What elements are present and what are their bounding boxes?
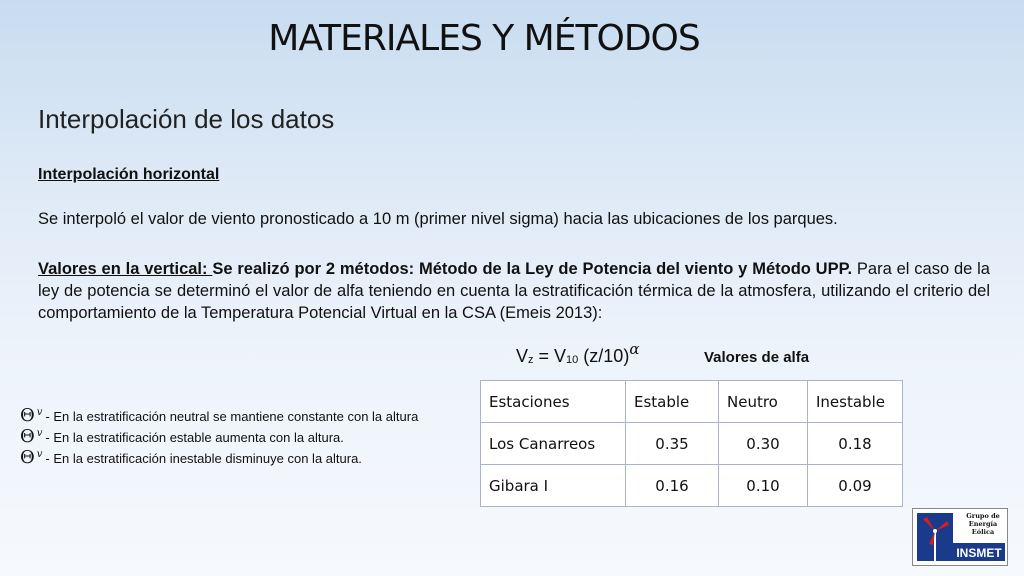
- theta-subscript: v: [36, 449, 43, 460]
- formula-equals: =: [533, 346, 555, 366]
- table-header-cell: Inestable: [808, 381, 903, 423]
- logo-caption-line2: Eólica: [971, 528, 995, 536]
- table-cell-value: 0.18: [808, 423, 903, 465]
- alfa-values-table: [480, 380, 903, 507]
- formula-10-subscript: 10: [566, 354, 579, 366]
- logo-caption-line1: Grupo de Energía: [966, 512, 1000, 528]
- formula-v10: V: [554, 346, 567, 366]
- table-row: [481, 423, 903, 465]
- theta-symbol: Θ: [20, 447, 35, 468]
- slide-title: MATERIALES Y MÉTODOS: [268, 18, 700, 59]
- theta-item-text: - En la estratificación neutral se mantiene constante con la altura: [45, 409, 419, 424]
- formula-alpha-exponent: α: [629, 340, 640, 358]
- horizontal-interpolation-heading: Interpolación horizontal: [38, 166, 220, 183]
- theta-item-unstable: [20, 447, 362, 468]
- table-cell-station: Gibara I: [481, 465, 626, 507]
- theta-subscript: v: [36, 407, 43, 418]
- theta-subscript: v: [36, 428, 43, 439]
- table-header-cell: Neutro: [719, 381, 808, 423]
- horizontal-interpolation-paragraph: Se interpoló el valor de viento pronosticado a 10 m (primer nivel sigma) hacia las ubicaciones de los parques.: [38, 210, 838, 228]
- insmet-logo: [912, 508, 1008, 566]
- table-cell-value: 0.30: [719, 423, 808, 465]
- vertical-values-paragraph: [38, 258, 990, 324]
- table-cell-value: 0.10: [719, 465, 808, 507]
- power-law-formula: [516, 340, 640, 367]
- formula-ratio: (z/10): [578, 346, 630, 366]
- logo-caption: [959, 512, 1007, 536]
- theta-item-neutral: [20, 405, 418, 426]
- alfa-values-label: Valores de alfa: [704, 349, 810, 366]
- table-cell-value: 0.35: [626, 423, 719, 465]
- table-cell-value: 0.09: [808, 465, 903, 507]
- table-cell-station: Los Canarreos: [481, 423, 626, 465]
- theta-item-text: - En la estratificación inestable disminuye con la altura.: [45, 451, 362, 466]
- theta-item-stable: [20, 426, 344, 447]
- section-subtitle: Interpolación de los datos: [38, 104, 335, 134]
- theta-symbol: Θ: [20, 405, 35, 426]
- theta-item-text: - En la estratificación estable aumenta con la altura.: [45, 430, 344, 445]
- table-cell-value: 0.16: [626, 465, 719, 507]
- theta-symbol: Θ: [20, 426, 35, 447]
- vertical-values-label: Valores en la vertical:: [38, 260, 213, 278]
- logo-brand: INSMET: [956, 546, 1002, 560]
- methods-sentence: Se realizó por 2 métodos: Método de la Ley de Potencia del viento y Método UPP.: [212, 260, 853, 278]
- table-row: [481, 465, 903, 507]
- power-law-explanation: Para el caso de la ley de potencia se determinó el valor de alfa teniendo en cuenta la estratificación térmica de la atmosfera, utilizando el criterio del comportamiento de la Temperatura Potencial Virtual en la CSA (Emeis 2013):: [38, 260, 990, 322]
- formula-vz: V: [516, 346, 529, 366]
- table-header-cell: Estable: [626, 381, 719, 423]
- table-header-row: [481, 381, 903, 423]
- table-header-cell: Estaciones: [481, 381, 626, 423]
- formula-z-subscript: z: [528, 354, 534, 366]
